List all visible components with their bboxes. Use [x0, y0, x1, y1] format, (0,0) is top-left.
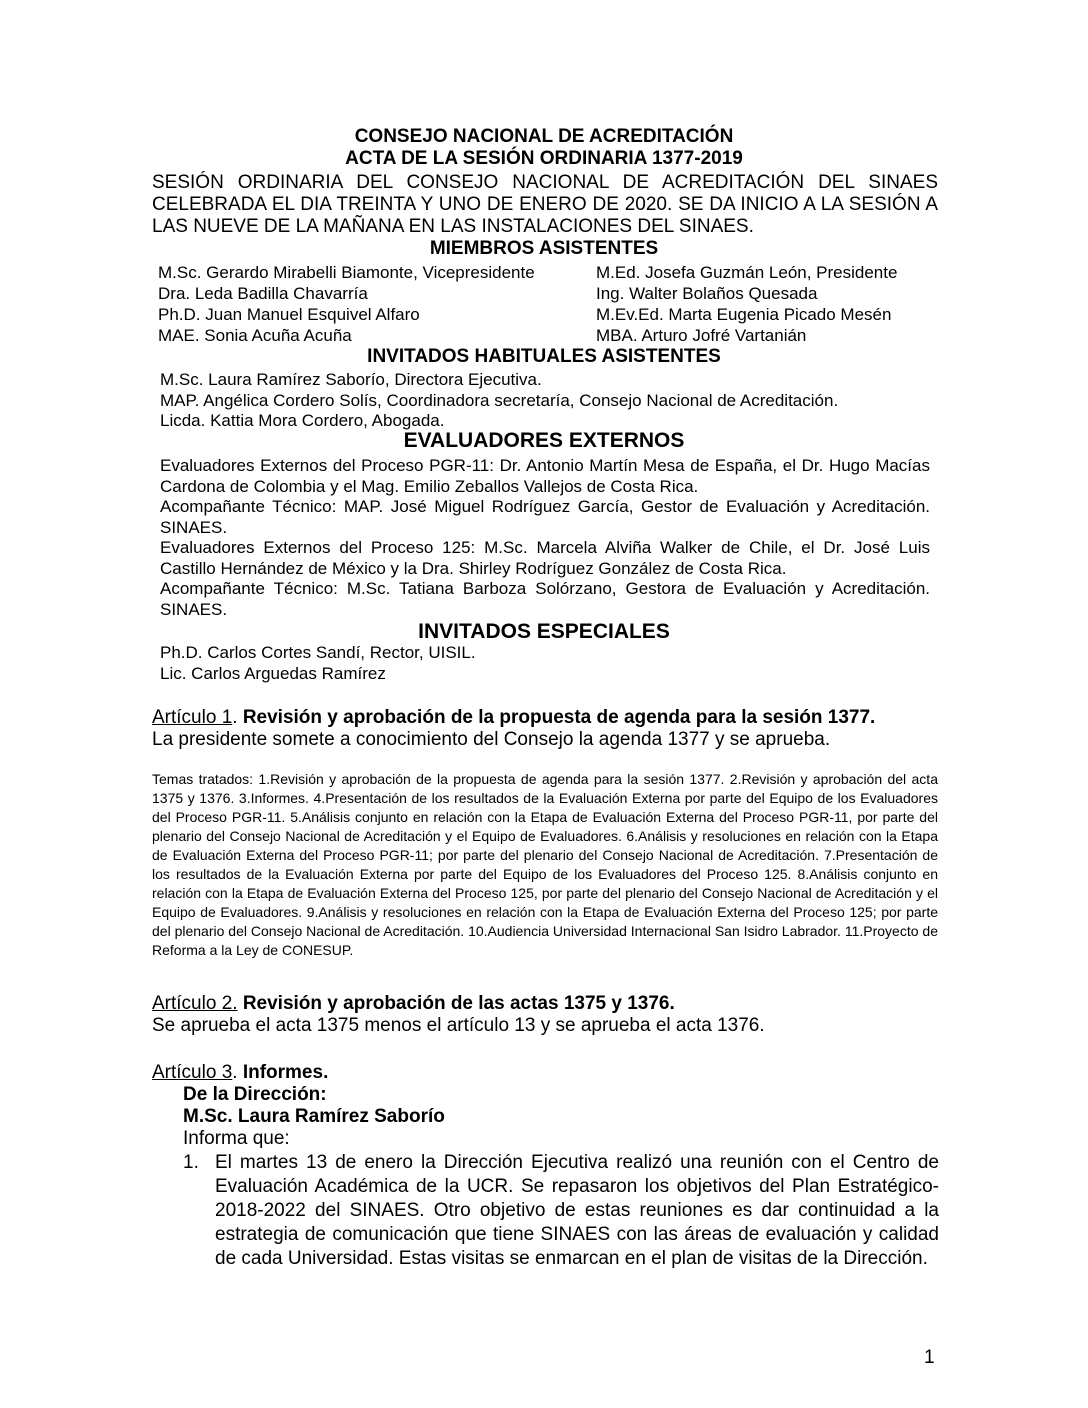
session-intro: SESIÓN ORDINARIA DEL CONSEJO NACIONAL DE ACREDITACIÓN DEL SINAES CELEBRADA EL DIA TREINTA Y UNO DE ENERO DE 2020. SE DA INICIO A LA SESIÓN A LAS NUEVE DE LA MAÑANA EN LAS INSTALACIONES DEL SINAES.	[152, 172, 938, 237]
member-right: Ing. Walter Bolaños Quesada	[596, 283, 818, 303]
special-guests-heading: INVITADOS ESPECIALES	[418, 620, 670, 643]
evaluators-paragraph: Evaluadores Externos del Proceso 125: M.Sc. Marcela Alviña Walker de Chile, el Dr. José Luis Castillo Hernández de México y la Dra. Shirley Rodríguez González de Costa Rica.	[160, 538, 930, 578]
article-1-title: Revisión y aprobación de la propuesta de agenda para la sesión 1377.	[242, 707, 876, 728]
document-subtitle: ACTA DE LA SESIÓN ORDINARIA 1377-2019	[345, 148, 743, 169]
special-guest: Lic. Carlos Arguedas Ramírez	[160, 663, 386, 683]
article-1-text: La presidente somete a conocimiento del Consejo la agenda 1377 y se aprueba.	[152, 729, 831, 750]
article-2-label: Artículo 2.	[152, 993, 238, 1014]
member-row	[158, 304, 938, 325]
evaluators-heading: EVALUADORES EXTERNOS	[403, 429, 685, 452]
invited-list	[160, 370, 930, 432]
article-3-label: Artículo 3	[152, 1062, 233, 1083]
article-2-text: Se aprueba el acta 1375 menos el artículo 13 y se aprueba el acta 1376.	[152, 1015, 765, 1036]
article-3-title: Informes.	[242, 1062, 329, 1083]
member-right: MBA. Arturo Jofré Vartanián	[596, 325, 807, 345]
director-name: M.Sc. Laura Ramírez Saborío	[183, 1106, 445, 1127]
list-item-number: 1.	[183, 1152, 199, 1173]
members-heading: MIEMBROS ASISTENTES	[429, 238, 659, 259]
member-left: M.Sc. Gerardo Mirabelli Biamonte, Vicepresidente	[158, 262, 535, 282]
special-guest: Ph.D. Carlos Cortes Sandí, Rector, UISIL.	[160, 643, 476, 662]
list-item: El martes 13 de enero la Dirección Ejecutiva realizó una reunión con el Centro de Evaluación Académica de la UCR. Se repasaron los objetivos del Plan Estratégico-2018-2022 del SINAES. Otro objetivo de estas reuniones es dar continuidad a la estrategia de comunicación que tiene SINAES con las áreas de evaluación y calidad de cada Universidad. Estas visitas se enmarcan en el plan de visitas de la Dirección.	[215, 1152, 939, 1269]
member-left: Dra. Leda Badilla Chavarría	[158, 283, 368, 303]
member-right: M.Ev.Ed. Marta Eugenia Picado Mesén	[596, 304, 892, 324]
invited-item: M.Sc. Laura Ramírez Saborío, Directora Ejecutiva.	[160, 370, 542, 389]
evaluators-section	[160, 456, 930, 620]
article-2	[152, 993, 938, 1037]
technical-companion: Acompañante Técnico: M.Sc. Tatiana Barboza Solórzano, Gestora de Evaluación y Acreditación. SINAES.	[160, 579, 930, 619]
technical-companion: Acompañante Técnico: MAP. José Miguel Rodríguez García, Gestor de Evaluación y Acreditación. SINAES.	[160, 497, 930, 537]
member-row	[158, 325, 938, 346]
member-row	[158, 283, 938, 304]
invited-heading: INVITADOS HABITUALES ASISTENTES	[367, 346, 721, 367]
invited-item: Licda. Kattia Mora Cordero, Abogada.	[160, 411, 445, 430]
members-list	[158, 262, 938, 346]
member-right: M.Ed. Josefa Guzmán León, Presidente	[596, 262, 898, 282]
evaluators-paragraph: Evaluadores Externos del Proceso PGR-11: Dr. Antonio Martín Mesa de España, el Dr. Hugo Macías Cardona de Colombia y el Mag. Emilio Zeballos Vallejos de Costa Rica.	[160, 456, 930, 496]
member-left: MAE. Sonia Acuña Acuña	[158, 325, 352, 345]
document-title: CONSEJO NACIONAL DE ACREDITACIÓN	[354, 126, 734, 147]
article-3-heading: Artículo 3. Informes.	[152, 1062, 329, 1083]
article-2-title: Revisión y aprobación de las actas 1375 y 1376.	[242, 993, 675, 1014]
member-left: Ph.D. Juan Manuel Esquivel Alfaro	[158, 304, 420, 324]
page-number: 1	[924, 1347, 935, 1368]
topics-paragraph: Temas tratados: 1.Revisión y aprobación de la propuesta de agenda para la sesión 1377. 2.Revisión y aprobación del acta 1375 y 1376. 3.Informes. 4.Presentación de los resultados de la Evaluación Externa por parte del Equipo de los Evaluadores del Proceso PGR-11. 5.Análisis conjunto en relación con la Etapa de Evaluación Externa del Proceso PGR-11, por parte del plenario del Consejo Nacional de Acreditación y el Equipo de Evaluadores. 6.Análisis y resoluciones en relación con la Etapa de Evaluación Externa del Proceso PGR-11; por parte del plenario del Consejo Nacional de Acreditación. 7.Presentación de los resultados de la Evaluación Externa por parte del Equipo de los Evaluadores del Proceso 125. 8.Análisis conjunto en relación con la Etapa de Evaluación Externa del Proceso 125, por parte del plenario del Consejo Nacional de Acreditación y el Equipo de Evaluadores. 9.Análisis y resoluciones en relación con la Etapa de Evaluación Externa del Proceso 125; por parte del plenario del Consejo Nacional de Acreditación. 10.Audiencia Universidad Internacional San Isidro Labrador. 11.Proyecto de Reforma a la Ley de CONESUP.	[152, 771, 938, 958]
informs-label: Informa que:	[183, 1128, 290, 1149]
direction-heading: De la Dirección:	[183, 1084, 327, 1105]
article-1: Artículo 1. Revisión y aprobación de la propuesta de agenda para la sesión 1377. La presidente somete a conocimiento del Consejo la agenda 1377 y se aprueba.	[152, 707, 938, 751]
invited-item: MAP. Angélica Cordero Solís, Coordinadora secretaría, Consejo Nacional de Acreditación.	[160, 390, 839, 410]
article-1-label: Artículo 1	[152, 707, 233, 728]
special-guests-list	[160, 643, 930, 684]
member-row	[158, 262, 938, 283]
